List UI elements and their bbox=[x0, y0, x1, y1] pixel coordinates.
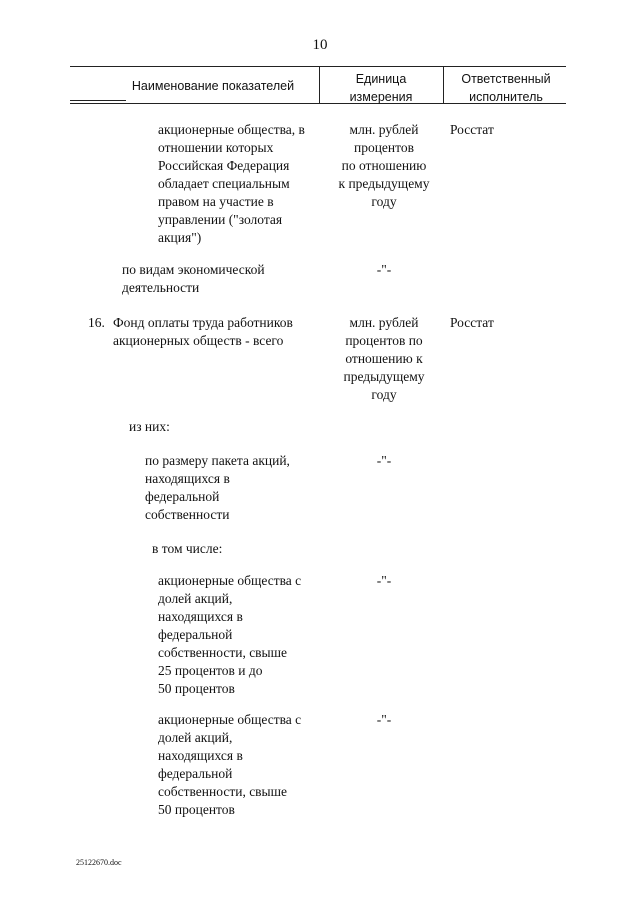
row-unit: -"- bbox=[376, 573, 392, 588]
header-top-rule bbox=[70, 66, 566, 67]
row-name: по видам экономической деятельности bbox=[122, 262, 265, 295]
row-unit: млн. рублей процентов по отношению к предыдущему году bbox=[343, 315, 425, 402]
row-unit: -"- bbox=[376, 262, 392, 277]
row-name: Фонд оплаты труда работников акционерных обществ - всего bbox=[113, 315, 293, 348]
row-responsible: Росстат bbox=[450, 122, 494, 137]
header-col-name: Наименование показателей bbox=[131, 79, 295, 93]
row-number: 16. bbox=[88, 315, 105, 330]
label-including: в том числе: bbox=[152, 541, 223, 556]
row-responsible: Росстат bbox=[450, 315, 494, 330]
row-name: по размеру пакета акций, находящихся в федеральной собственности bbox=[145, 453, 290, 522]
row-unit: млн. рублей процентов по отношению к предыдущему году bbox=[338, 122, 430, 209]
page-number: 10 bbox=[312, 37, 328, 53]
footer-filename: 25122670.doc bbox=[76, 858, 122, 867]
row-unit: -"- bbox=[376, 712, 392, 727]
row-name: акционерные общества, в отношении которых Российская Федерация обладает специальным правом на участие в управлении ("золотая акция") bbox=[158, 122, 305, 245]
header-col-responsible: Ответственный исполнитель bbox=[461, 72, 551, 104]
label-of-them: из них: bbox=[129, 419, 170, 434]
row-unit: -"- bbox=[376, 453, 392, 468]
row-name: акционерные общества с долей акций, находящихся в федеральной собственности, свыше 50 процентов bbox=[158, 712, 302, 817]
header-bottom-rule-short bbox=[70, 100, 126, 101]
row-name: акционерные общества с долей акций, находящихся в федеральной собственности, свыше 25 процентов и до 50 процентов bbox=[158, 573, 302, 696]
header-col-unit: Единица измерения bbox=[349, 72, 413, 104]
